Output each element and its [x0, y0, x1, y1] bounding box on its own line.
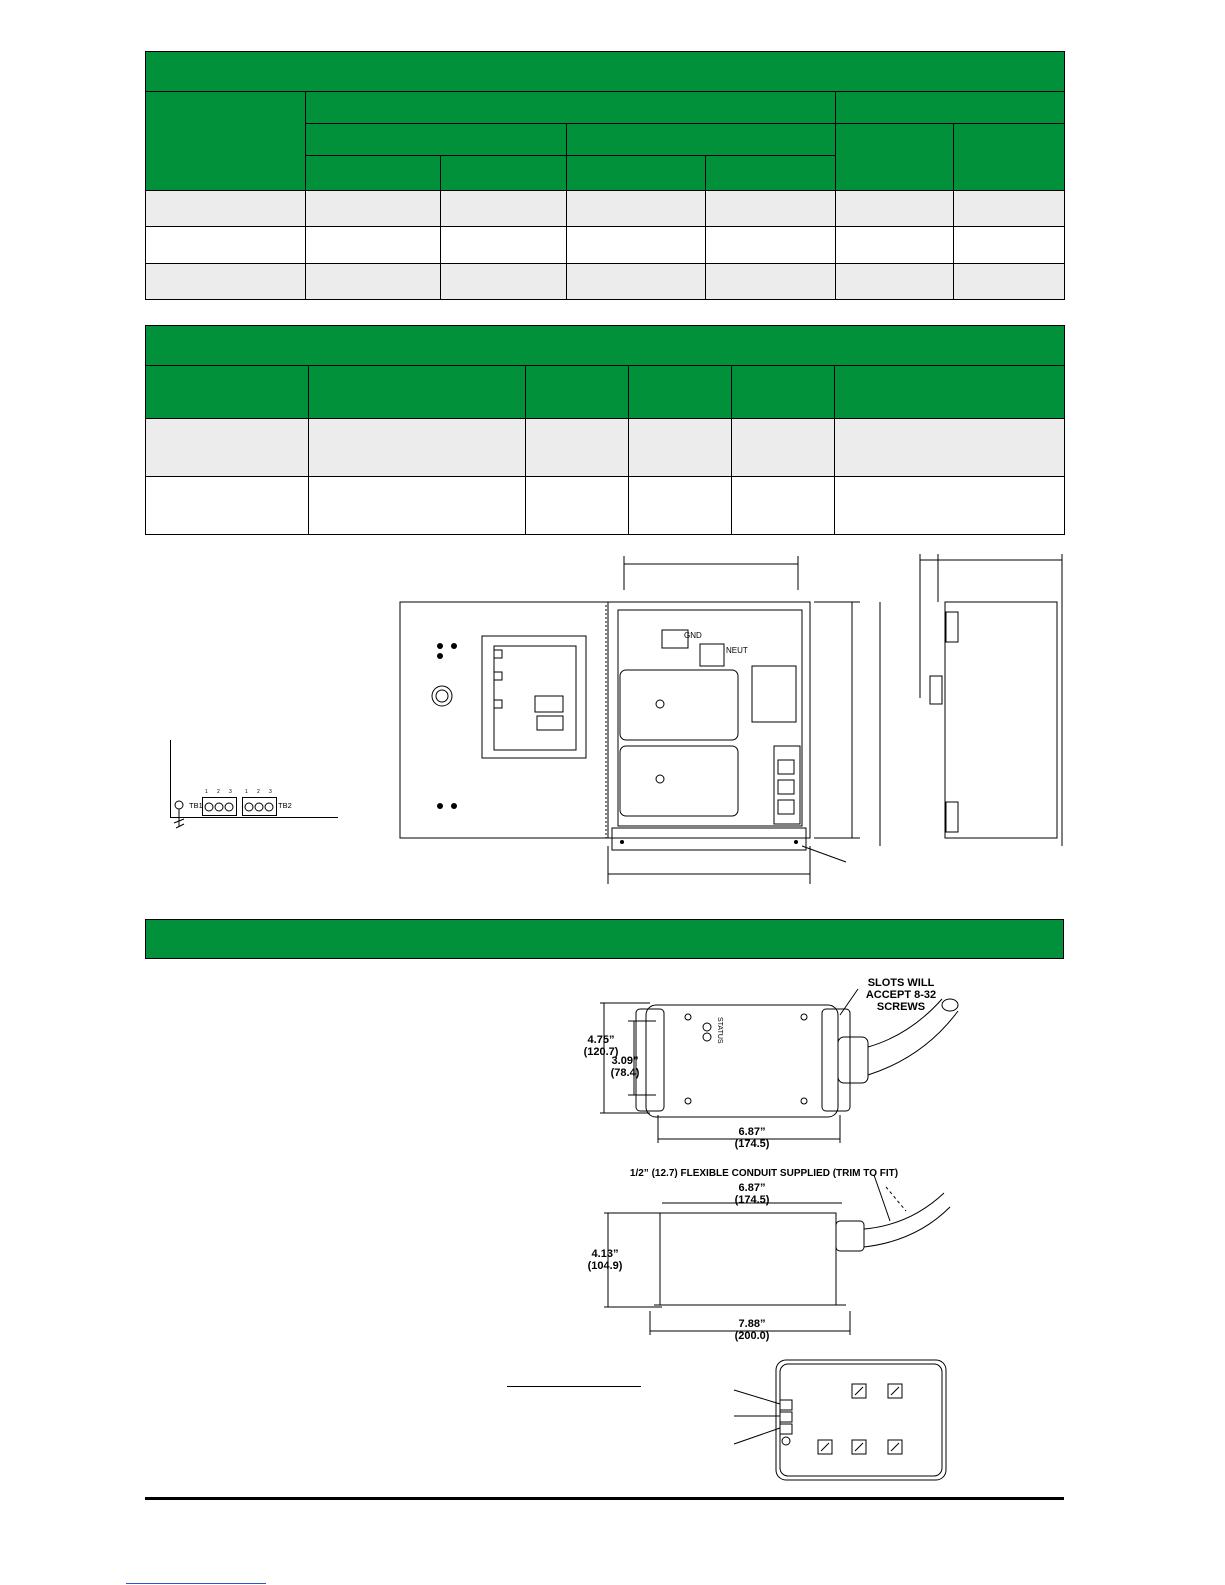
footer-rule — [145, 1497, 1064, 1500]
underline-rule — [507, 1386, 641, 1387]
table-1-header-cell — [567, 156, 706, 191]
table-2-header-cell — [629, 366, 732, 419]
slots-note-line-2: ACCEPT 8-32 — [865, 989, 937, 1001]
table-row — [146, 227, 1065, 264]
table-1-header-cell — [306, 156, 441, 191]
tb2-pin-3-label: 3 — [269, 789, 272, 795]
table-1-header-cell — [706, 156, 836, 191]
table-1-header-cell — [306, 92, 836, 124]
slots-note-line-1: SLOTS WILL — [867, 977, 935, 989]
gnd-label: GND — [684, 631, 702, 640]
tb2-pin-1-label: 1 — [245, 789, 248, 795]
tb2-pin-2-label: 2 — [257, 789, 260, 795]
side-width-dimension — [712, 1182, 792, 1206]
table-row — [146, 419, 1065, 477]
slots-note-line-3: SCREWS — [876, 1001, 926, 1013]
width-mm: (174.5) — [734, 1138, 770, 1150]
base-width-dimension — [712, 1318, 792, 1342]
table-2-title-bar — [146, 326, 1065, 366]
table-row — [146, 477, 1065, 535]
table-1-header-cell — [836, 124, 954, 191]
table-2-header-cell — [835, 366, 1065, 419]
enclosure-drawing — [390, 550, 1070, 890]
base-width-in: 7.88” — [738, 1318, 766, 1330]
conduit-note: 1/2” (12.7) FLEXIBLE CONDUIT SUPPLIED (TRIM TO FIT) — [629, 1168, 899, 1179]
slots-note — [846, 977, 956, 1013]
table-2-header-cell — [146, 366, 309, 419]
side-width-mm: (174.5) — [734, 1194, 770, 1206]
slot-span-mm: (78.4) — [610, 1067, 640, 1079]
base-width-mm: (200.0) — [734, 1330, 770, 1342]
table-1-header-cell — [954, 124, 1065, 191]
footer-link-underline[interactable] — [126, 1583, 266, 1584]
table-2-header-cell — [309, 366, 526, 419]
side-height-in: 4.13” — [591, 1248, 619, 1260]
terminal-block-icon — [202, 797, 282, 817]
tb1-pin-1-label: 1 — [205, 789, 208, 795]
status-label: STATUS — [716, 1017, 723, 1044]
table-1-header-cell — [441, 156, 567, 191]
tb1-pin-2-label: 2 — [217, 789, 220, 795]
table-1-header-cell — [567, 124, 836, 156]
table-row — [146, 264, 1065, 300]
table-2-header-cell — [526, 366, 629, 419]
specification-table-2 — [145, 325, 1065, 535]
table-1-header-cell — [306, 124, 567, 156]
tb1-label: TB1 — [189, 801, 203, 810]
height-mm: (120.7) — [583, 1046, 619, 1058]
tb2-label: TB2 — [278, 801, 292, 810]
side-height-mm: (104.9) — [587, 1260, 623, 1272]
status-panel-detail — [730, 1358, 960, 1488]
table-row — [146, 191, 1065, 227]
width-in: 6.87” — [738, 1126, 766, 1138]
specification-table-1 — [145, 51, 1065, 300]
slot-span-in: 3.09” — [611, 1055, 639, 1067]
table-2-header-cell — [732, 366, 835, 419]
height-in: 4.75” — [587, 1034, 615, 1046]
table-1-header-cell — [146, 92, 306, 191]
module-drawings — [570, 975, 990, 1345]
side-width-in: 6.87” — [738, 1182, 766, 1194]
table-1-title-bar — [146, 52, 1065, 92]
width-dimension — [712, 1126, 792, 1150]
side-height-dimension — [580, 1248, 630, 1272]
section-3-title-bar — [145, 919, 1064, 959]
tb1-pin-3-label: 3 — [229, 789, 232, 795]
slot-span-dimension — [600, 1055, 650, 1079]
table-1-header-cell — [836, 92, 1065, 124]
neut-label: NEUT — [726, 646, 748, 655]
